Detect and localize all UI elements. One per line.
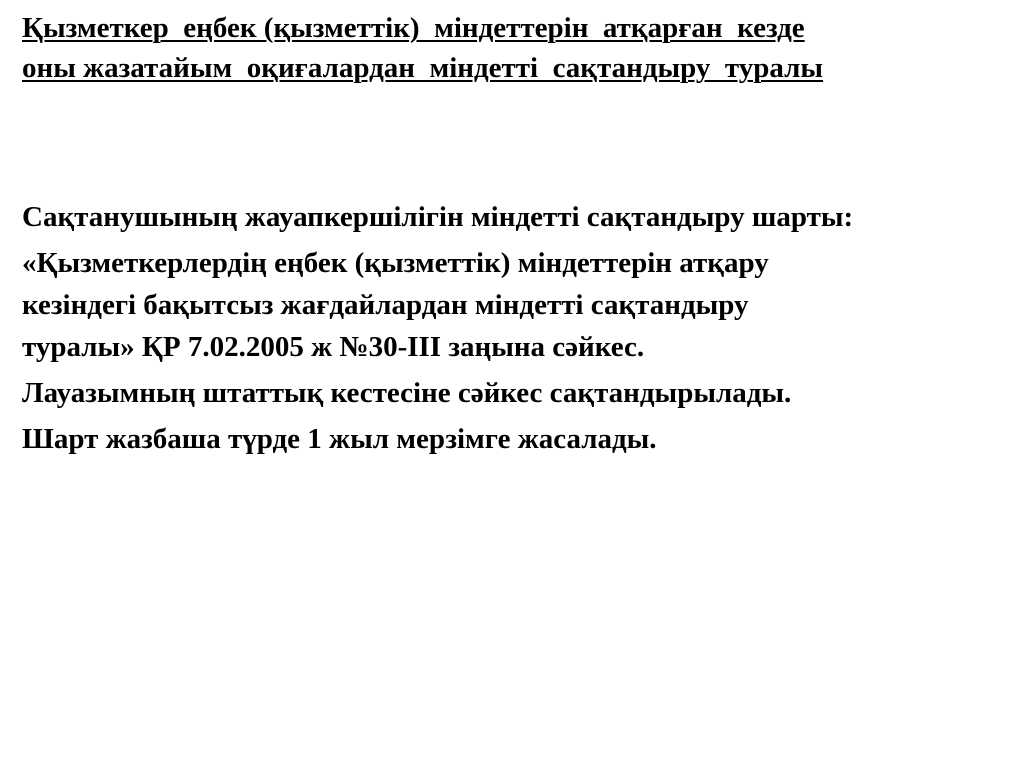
body-paragraph-term: [22, 418, 1012, 460]
title-line-2: оны жазатайым оқиғалардан міндетті сақтандыру туралы: [22, 52, 824, 84]
paragraph-line-3: туралы» ҚР 7.02.2005 ж №30-III заңына сәйкес.: [22, 331, 645, 363]
slide-body: [22, 196, 1012, 464]
body-paragraph-contract: [22, 196, 1012, 238]
body-paragraph-staffing: [22, 372, 1012, 414]
paragraph-text: Шарт жазбаша түрде 1 жыл мерзімге жасалады.: [22, 423, 657, 455]
paragraph-text: Сақтанушының жауапкершілігін міндетті сақтандыру шарты:: [22, 201, 854, 233]
paragraph-line-1: «Қызметкерлердің еңбек (қызметтік) міндеттерін атқару: [22, 247, 769, 279]
title-line-1: Қызметкер еңбек (қызметтік) міндеттерін атқарған кезде: [22, 12, 805, 44]
slide-title: [22, 8, 1012, 88]
paragraph-text: Лауазымның штаттық кестесіне сәйкес сақтандырылады.: [22, 377, 792, 409]
body-paragraph-law-reference: [22, 242, 1012, 368]
paragraph-line-2: кезіндегі бақытсыз жағдайлардан міндетті сақтандыру: [22, 289, 749, 321]
